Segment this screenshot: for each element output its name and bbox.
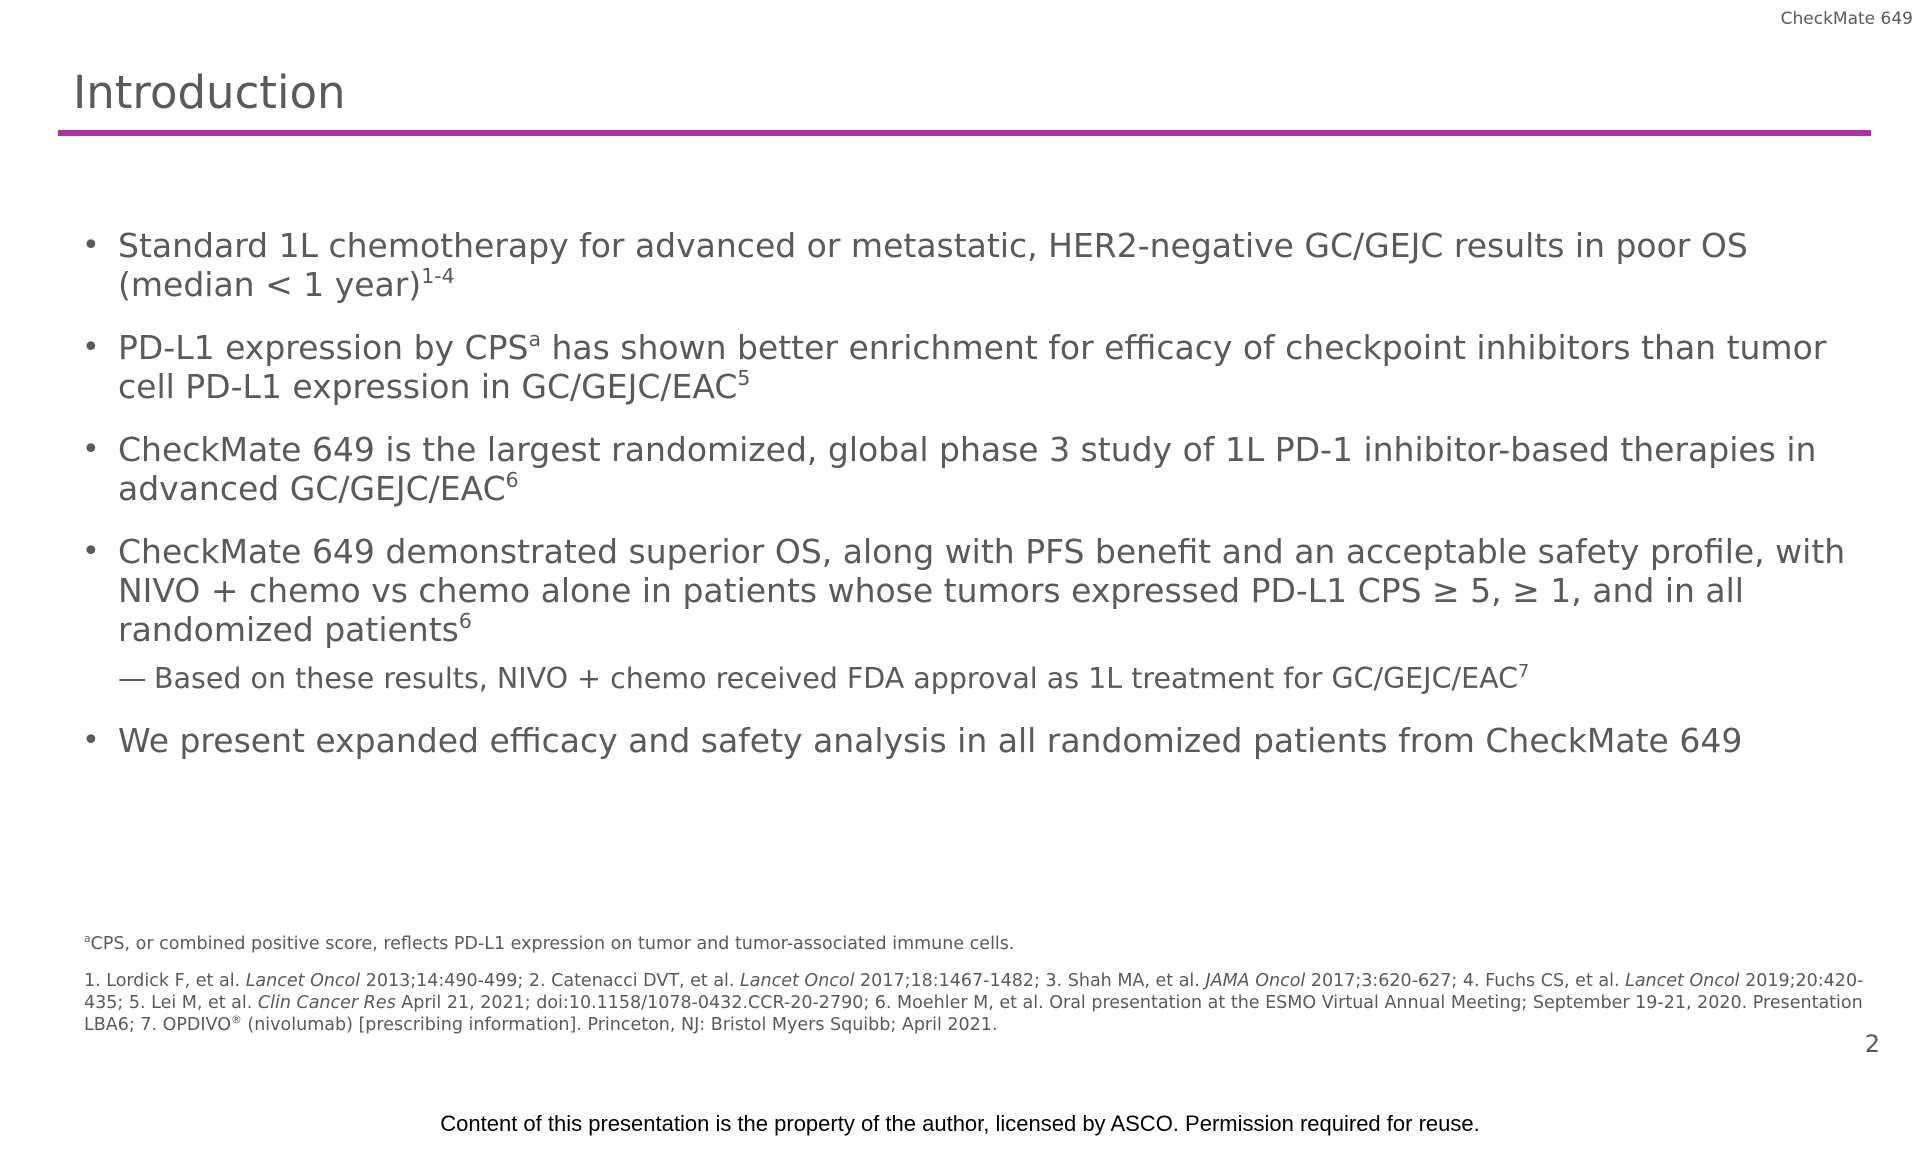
footnote-text: CPS, or combined positive score, reflects PD-L1 expression on tumor and tumor-associated immune cells. <box>90 934 1015 954</box>
bullet-dot-icon: • <box>82 723 100 758</box>
registered-mark: ® <box>230 1012 242 1026</box>
journal-name: Lancet Oncol <box>1625 971 1740 991</box>
page-number: 2 <box>1864 1030 1880 1058</box>
reference-text: 2017;18:1467-1482; 3. Shah MA, et al. <box>854 971 1206 991</box>
bullet-dot-icon: • <box>82 534 100 569</box>
reference-text: April 21, 2021; doi:10.1158/1078-0432.CCR-20-2790; 6. Moehler M, et al. Oral presentation at the ESMO Virtual Annual Meeting; September 19-21, 2020. Presentation LBA6; 7. OPDIVO <box>84 993 1863 1035</box>
bullet-item <box>80 226 1860 304</box>
footnote <box>84 931 1015 954</box>
bullet-text: Standard 1L chemotherapy for advanced or metastatic, HER2-negative GC/GEJC results in poor OS (median < 1 year) <box>118 226 1748 304</box>
citation-superscript: 7 <box>1517 661 1530 682</box>
bullet-text-continued: has shown better enrichment for efficacy of checkpoint inhibitors than tumor cell PD-L1 expression in GC/GEJC/EAC <box>118 328 1827 406</box>
bullet-item <box>80 721 1860 760</box>
copyright-notice: Content of this presentation is the property of the author, licensed by ASCO. Permission required for reuse. <box>440 1111 1480 1136</box>
study-name-label: CheckMate 649 <box>1780 9 1913 29</box>
reference-text: 2017;3:620-627; 4. Fuchs CS, et al. <box>1305 971 1626 991</box>
sub-bullet-text: Based on these results, NIVO + chemo received FDA approval as 1L treatment for GC/GEJC/EAC <box>154 662 1518 695</box>
journal-name: Clin Cancer Res <box>257 993 396 1013</box>
bullet-list <box>80 226 1860 784</box>
bullet-item <box>80 328 1860 406</box>
bullet-dot-icon: • <box>82 432 100 467</box>
slide-title: Introduction <box>73 66 346 119</box>
citation-superscript: 6 <box>458 608 472 633</box>
sub-bullet-item <box>80 661 1860 697</box>
references <box>84 970 1874 1036</box>
footnote-marker: a <box>528 326 541 351</box>
reference-text: 2019;20:420-435; 5. Lei M, et al. <box>84 971 1864 1013</box>
bullet-item <box>80 430 1860 508</box>
citation-superscript: 1-4 <box>421 263 455 288</box>
citation-superscript: 5 <box>737 365 751 390</box>
reference-text: (nivolumab) [prescribing information]. Princeton, NJ: Bristol Myers Squibb; April 2021. <box>241 1015 998 1035</box>
reference-text: 2013;14:490-499; 2. Catenacci DVT, et al. <box>360 971 741 991</box>
journal-name: Lancet Oncol <box>740 971 855 991</box>
journal-name: Lancet Oncol <box>245 971 361 991</box>
dash-icon: — <box>118 662 147 695</box>
bullet-text: PD-L1 expression by CPS <box>118 328 529 367</box>
citation-superscript: 6 <box>505 467 519 492</box>
reference-text: 1. Lordick F, et al. <box>84 971 246 991</box>
bullet-item <box>80 532 1860 649</box>
bullet-text: We present expanded efficacy and safety analysis in all randomized patients from CheckMate 649 <box>118 721 1743 760</box>
bullet-dot-icon: • <box>82 330 100 365</box>
journal-name: JAMA Oncol <box>1205 971 1306 991</box>
footnote-marker: a <box>84 931 91 945</box>
bullet-text: CheckMate 649 demonstrated superior OS, along with PFS benefit and an acceptable safety profile, with NIVO + chemo vs chemo alone in patients whose tumors expressed PD-L1 CPS ≥ 5, ≥ 1, and in all randomized patients <box>118 532 1846 649</box>
bullet-text: CheckMate 649 is the largest randomized, global phase 3 study of 1L PD-1 inhibitor-based therapies in advanced GC/GEJC/EAC <box>118 430 1817 508</box>
title-divider <box>58 130 1871 136</box>
bullet-dot-icon: • <box>82 228 100 263</box>
